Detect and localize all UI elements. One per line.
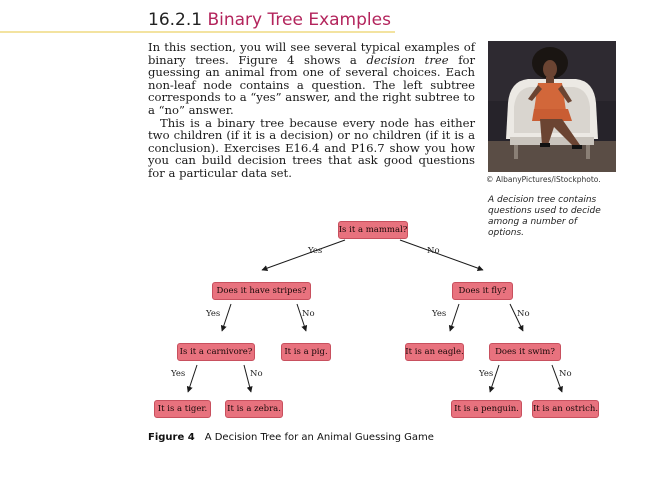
photo-caption: A decision tree contains questions used to decide among a number of options. [488,195,601,238]
node-it-is-an-eagle: It is an eagle. [405,343,464,361]
paragraph-1-end: for guessing an animal from one of several choices. Each non-leaf node contains a question. The left subtree corresponds to a “yes” answer, and the right subtree to a “no” answer. [148,52,476,117]
edge-root-no [400,240,483,270]
edge-root-yes [262,240,345,270]
node-it-is-a-penguin: It is a penguin. [451,400,522,418]
label-stripes-no: No [302,309,315,319]
section-number: 16.2.1 [148,10,203,30]
label-swim-no: No [559,369,572,379]
label-stripes-yes: Yes [206,309,221,319]
node-does-it-fly: Does it fly? [452,282,513,300]
figure-number: Figure 4 [148,432,195,443]
label-fly-yes: Yes [432,309,447,319]
node-does-it-have-stripes: Does it have stripes? [212,282,311,300]
node-it-is-a-tiger: It is a tiger. [154,400,211,418]
section-title: Binary Tree Examples [207,10,391,30]
node-is-it-a-carnivore: Is it a carnivore? [177,343,255,361]
paragraph-1-start: In this section, you will see several typical examples of binary trees. Figure 4 shows a [148,40,475,67]
edge-stripes-yes [222,304,231,331]
label-root-yes: Yes [308,246,323,256]
node-is-it-a-mammal: Is it a mammal? [338,221,408,239]
edge-carnivore-yes [188,365,197,392]
edge-fly-yes [450,304,459,331]
label-carnivore-no: No [250,369,263,379]
label-swim-yes: Yes [479,369,494,379]
node-does-it-swim: Does it swim? [489,343,561,361]
figure-caption-text: A Decision Tree for an Animal Guessing Game [204,432,434,443]
figure-caption [148,432,434,443]
node-it-is-a-pig: It is a pig. [281,343,331,361]
node-it-is-an-ostrich: It is an ostrich. [532,400,599,418]
photo-credit: © AlbanyPictures/iStockphoto. [486,175,601,184]
decision-tree-term: decision tree [366,52,449,67]
node-it-is-a-zebra: It is a zebra. [225,400,283,418]
label-carnivore-yes: Yes [171,369,186,379]
paragraph-2: This is a binary tree because every node has either two children (if it is a decision) or no children (if it is a conclusion). Exercises E16.4 and P16.7 show you how you can build decision trees that ask good questions for a particular data set. [148,115,475,180]
label-fly-no: No [517,309,530,319]
label-root-no: No [427,246,440,256]
